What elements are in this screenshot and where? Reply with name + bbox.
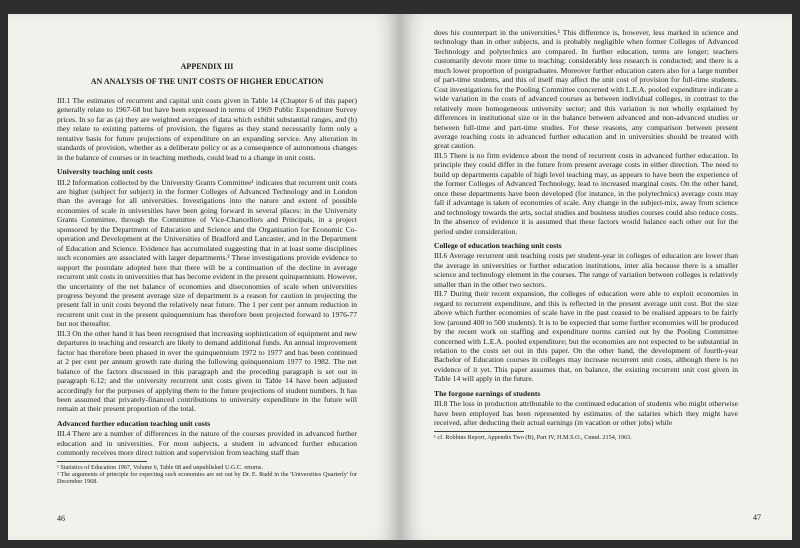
page-number-right: 47 <box>753 513 761 522</box>
right-page <box>400 14 792 540</box>
footnote-1: ¹ cf. Robbins Report, Appendix Two (B), Part IV, H.M.S.O., Cmnd. 2154, 1963. <box>434 433 632 441</box>
footnote-2: ² The arguments of principle for expecting such economies are set out by Dr. E. Rudd in the 'Universities Quarterly' for December 1968. <box>57 470 357 485</box>
footnote-1: ¹ Statistics of Education 1967, Volume 6, Table 68 and unpublished U.G.C. returns. <box>57 463 263 471</box>
paragraph-iii-2: III.2 Information collected by the University Grants Committee¹ indicates that recurrent unit costs are higher (subject for subject) in the former Colleges of Advanced Technology and in London than the average for all universities. Investigations into the nature and extent of possible economies of scale in universities have been going forward in several places: in the University Grants Committee, through the Committee of Vice-Chancellors and Principals, in a project sponsored by the Department of Education and Science and the Organisation for Economic Co-operation and Development at the Universities of Bradford and Lancaster, and in the Department of Education and Science. Evidence has accumulated suggesting that in at least some disciplines such economies are associated with larger departments.² These investigations provide evidence to support the postulate adopted here that there will be a continuation of the decline in average recurrent unit costs in universities that has become evident in the present quinquennium. However, the uncertainty of the net balance of economies and diseconomies of scale when universities progress beyond the present average size of department is a reason for caution in projecting the present fall in unit costs beyond the relatively near future. The 1 per cent per annum reduction in recurrent unit cost in the present quinquennium has therefore been projected forward to 1976-77 but not thereafter. <box>57 177 357 329</box>
footnote-rule <box>57 461 147 462</box>
subheading-forgone-earnings: The forgone earnings of students <box>434 388 541 398</box>
paragraph-iii-3: III.3 On the other hand it has been recognised that increasing sophistication of equipment and new departures in teaching and research are likely to demand additional funds. An annual improvement factor has therefore been phased in over the quinquennium 1972 to 1977 and has been continued at 2 per cent per annum growth rate during the following quinquennium 1977 to 1982. The net balance of the factors discussed in this paragraph and the preceding paragraph is set out in paragraph 6.12; and the university recurrent unit costs given in Table 14 have been adjusted accordingly for the purposes of applying them to the future projections of student numbers. It has been assumed that privately-financed contributions to university expenditure in the future will remain at their present proportion of the total. <box>57 328 357 414</box>
subheading-advanced-fe: Advanced further education teaching unit costs <box>57 418 211 428</box>
subheading-college: College of education teaching unit costs <box>434 240 562 250</box>
left-page <box>8 14 400 540</box>
paragraph-continued: does his counterpart in the universities.¹ This difference is, however, less marked in science and technology than in other subjects, and is probably negligible when former Colleges of Advanced Technology and polytechnics are compared. In further education, terms are longer; teachers customarily devote more time to teaching; considerably less research is conducted; and there is a much lower proportion of postgraduates. Moreover further education caters also for a large number of part-time students, and this of itself may affect the unit cost of provision for full-time students. Cost investigations for the Pooling Committee concerned with L.E.A. pooled expenditure indicate a wide variation in the costs of advanced courses as between individual colleges, in contrast to the relatively more homogeneous university sector; and this variation is not wholly explained by differences in institutional size or in the balance between advanced and non-advanced studies or between full-time and part-time studies. For these reasons, any comparison between present average teaching costs in advanced further education and in universities should be treated with great caution. <box>434 28 738 151</box>
paragraph-iii-5: III.5 There is no firm evidence about the trend of recurrent costs in advanced further education. In principle they could differ in the future from present average costs in either direction. The need to build up departments capable of high level teaching may, as appears to have been the experience of the former Colleges of Advanced Technology, lead to increased marginal costs. On the other hand, once these departments have been developed (for instance, in the polytechnics) average costs may fall if advantage is taken of economies of scale. Any change in the subject-mix, away from science and technology towards the arts, social studies and business studies courses could also reduce costs. In the absence of evidence it is assumed that these factors would balance each other out for the period under consideration. <box>434 150 738 236</box>
page-number-left: 46 <box>57 514 65 523</box>
paragraph-iii-7: III.7 During their recent expansion, the colleges of education were able to exploit economies in regard to recurrent expenditure, and this is reflected in the present average unit cost. But the size above which further economies of scale have in the past ceased to be realised appears to be fairly low (around 400 to 500 students). It is to be expected that some further economies will be produced by the recent work on staffing and expenditure norms carried out by the Pooling Committee concerned with L.E.A. pooled expenditure; but the economies are not expected to be substantial in relation to the costs set out in this paper. On the other hand, the development of fourth-year Bachelor of Education courses in colleges may increase recurrent unit costs, although there is no evidence of it yet. This paper assumes that, on balance, the existing recurrent unit cost given in Table 14 will apply in the future. <box>434 289 738 384</box>
right-text-column <box>434 28 738 441</box>
appendix-title: APPENDIX III <box>180 62 234 71</box>
paragraph-iii-4: III.4 There are a number of differences in the nature of the courses provided in advanced further education and in universities. For most subjects, a student in advanced further education commonly receives more direct tuition and supervision from teaching staff than <box>57 429 357 458</box>
paragraph-iii-8: III.8 The loss in production attributable to the continued education of students who might otherwise have been employed has been represented by estimates of the salaries which they might have received, after deducting their actual earnings (in vacation or other jobs) while <box>434 399 738 428</box>
paragraph-iii-1: III.1 The estimates of recurrent and capital unit costs given in Table 14 (Chapter 6 of this paper) generally relate to 1967-68 but have been expressed in terms of 1969 Public Expenditure Survey prices. In so far as (a) they are weighted averages of data which exhibit substantial ranges, and (b) they relate to existing patterns of provision, the figures as they stand necessarily form only a tentative basis for future projections of expenditure on an expanding service. Any alteration in standards of provision, whether as a deliberate policy or as a consequence of autonomous changes in the balance of courses or in teaching methods, could lead to a change in unit costs. <box>57 95 357 162</box>
footnote-rule <box>434 431 524 432</box>
appendix-heading: AN ANALYSIS OF THE UNIT COSTS OF HIGHER EDUCATION <box>90 77 324 87</box>
left-text-column <box>57 62 357 485</box>
paragraph-iii-6: III.6 Average recurrent unit teaching costs per student-year in colleges of education are lower than the average in universities or further education institutions, inter alia because there is a smaller science and technology element in the courses. The range of variation between colleges is relatively smaller than in the other two sectors. <box>434 251 738 289</box>
subheading-university: University teaching unit costs <box>57 167 153 177</box>
